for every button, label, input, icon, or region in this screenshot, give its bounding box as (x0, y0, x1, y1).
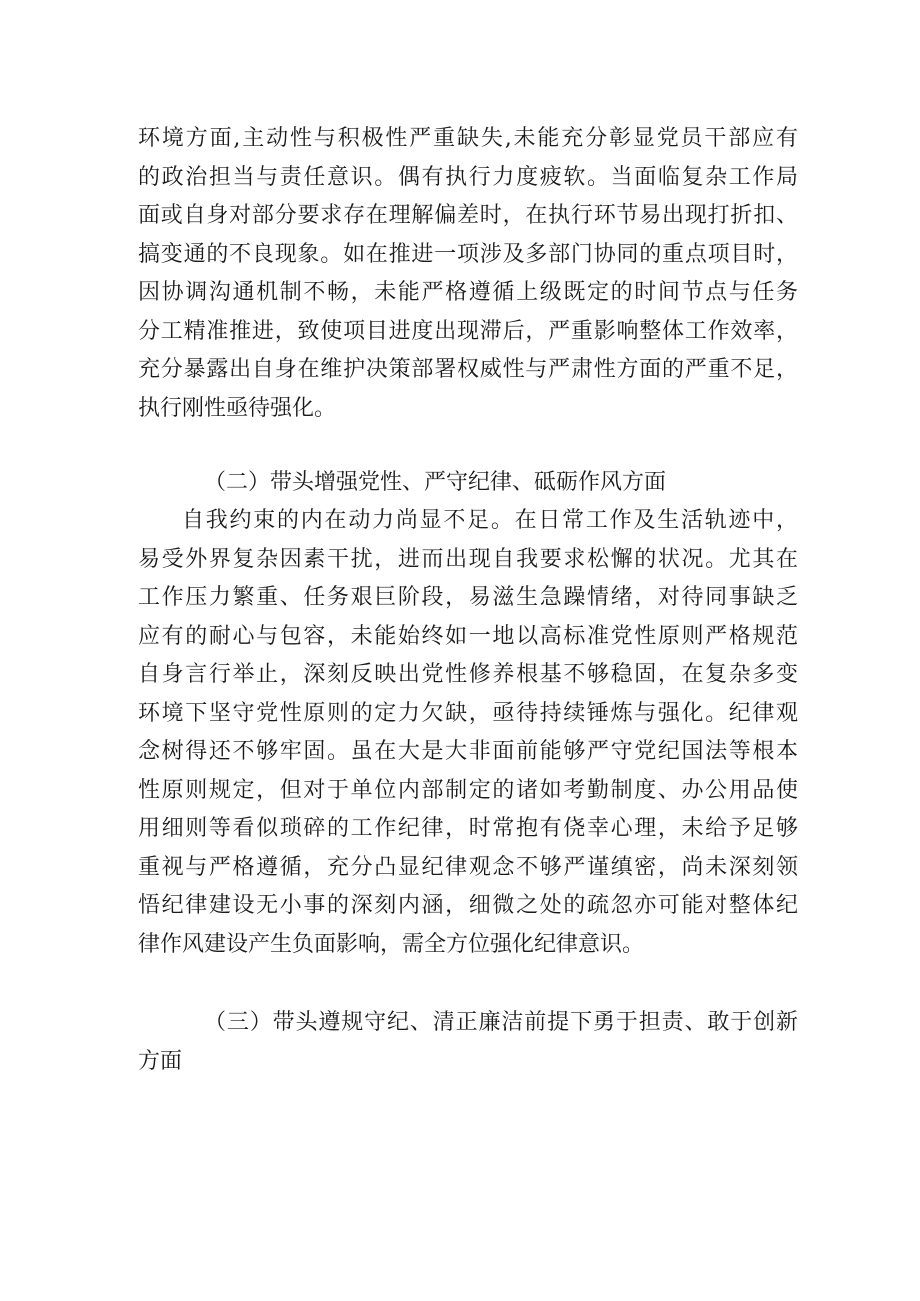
section-heading-text: （三）带头遵规守纪、清正廉洁前提下勇于担责、敢于创新 (204, 1010, 798, 1035)
paragraph-line: 性原则规定，但对于单位内部制定的诸如考勤制度、办公用品使 (138, 777, 798, 803)
paragraph-line: 环境下坚守党性原则的定力欠缺，亟待持续锤炼与强化。纪律观 (138, 700, 798, 726)
paragraph-line: 易受外界复杂因素干扰，进而出现自我要求松懈的状况。尤其在 (138, 546, 798, 572)
paragraph-line: 分工精准推进，致使项目进度出现滞后，严重影响整体工作效率， (138, 318, 798, 344)
paragraph-line: 环境方面,主动性与积极性严重缺失,未能充分彰显党员干部应有 (138, 126, 798, 151)
section-heading-2 (138, 464, 798, 503)
paragraph-line: 重视与严格遵循，充分凸显纪律观念不够严谨缜密，尚未深刻领 (138, 854, 798, 880)
continued-paragraph (138, 120, 798, 428)
paragraph-line: 工作压力繁重、任务艰巨阶段，易滋生急躁情绪，对待同事缺乏 (138, 585, 798, 610)
paragraph-line: 用细则等看似琐碎的工作纪律，时常抱有侥幸心理，未给予足够 (138, 816, 798, 841)
paragraph-line: 念树得还不够牢固。虽在大是大非面前能够严守党纪国法等根本 (138, 739, 798, 764)
paragraph-line: 充分暴露出自身在维护决策部署权威性与严肃性方面的严重不足， (138, 357, 798, 382)
paragraph-line: 悟纪律建设无小事的深刻内涵，细微之处的疏忽亦可能对整体纪 (138, 893, 798, 918)
paragraph-line: 律作风建设产生负面影响，需全方位强化纪律意识。 (138, 931, 645, 957)
paragraph-line: 面或自身对部分要求存在理解偏差时，在执行环节易出现打折扣、 (138, 203, 798, 228)
paragraph-line: 因协调沟通机制不畅，未能严格遵循上级既定的时间节点与任务 (138, 280, 798, 305)
paragraph-line: 自身言行举止，深刻反映出党性修养根基不够稳固，在复杂多变 (138, 662, 798, 687)
paragraph-line: 搞变通的不良现象。如在推进一项涉及多部门协同的重点项目时， (138, 241, 798, 267)
paragraph-line: 应有的耐心与包容，未能始终如一地以高标准党性原则严格规范 (138, 623, 798, 649)
section-heading-text: 方面 (138, 1048, 183, 1074)
paragraph-line: 的政治担当与责任意识。偶有执行力度疲软。当面临复杂工作局 (138, 164, 798, 190)
paragraph-line: 自我约束的内在动力尚显不足。在日常工作及生活轨迹中， (182, 508, 798, 533)
paragraph-line: 执行刚性亟待强化。 (138, 395, 337, 421)
section-heading-3 (138, 1004, 798, 1081)
section-2-paragraph (138, 502, 798, 964)
section-heading-text: （二）带头增强党性、严守纪律、砥砺作风方面 (204, 470, 667, 495)
